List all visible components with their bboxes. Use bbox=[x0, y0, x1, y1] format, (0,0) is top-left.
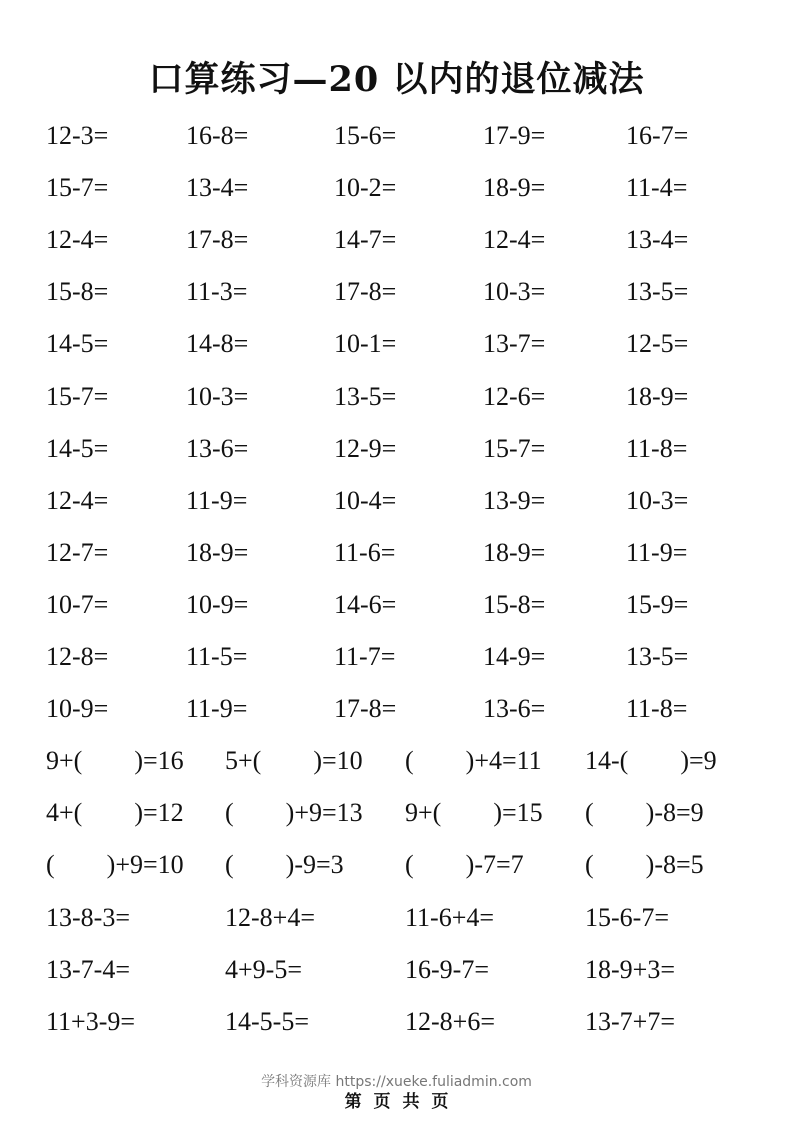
page-title: 口算练习—20 以内的退位减法 bbox=[148, 59, 645, 100]
subtraction-problem: 13-5= bbox=[626, 277, 689, 306]
subtraction-problem: 13-6= bbox=[483, 694, 546, 723]
mixed-operation-problem: 16-9-7= bbox=[405, 955, 489, 984]
subtraction-problem: 15-7= bbox=[46, 173, 109, 202]
subtraction-problem: 10-1= bbox=[334, 329, 397, 358]
subtraction-problem: 15-8= bbox=[46, 277, 109, 306]
subtraction-problem: 10-4= bbox=[334, 486, 397, 515]
subtraction-problem: 13-4= bbox=[186, 173, 249, 202]
subtraction-problem: 14-5= bbox=[46, 434, 109, 463]
mixed-operation-problem: 11-6+4= bbox=[405, 903, 495, 932]
fill-blank-problem: ( )-8=9 bbox=[585, 798, 704, 827]
subtraction-problem: 11-8= bbox=[626, 694, 688, 723]
fill-blank-problem: ( )-8=5 bbox=[585, 850, 704, 879]
subtraction-problem: 10-3= bbox=[186, 382, 249, 411]
subtraction-problem: 15-8= bbox=[483, 590, 546, 619]
fill-blank-problem: 4+( )=12 bbox=[46, 798, 184, 827]
fill-blank-problem: ( )+4=11 bbox=[405, 746, 542, 775]
fill-blank-problem: ( )-7=7 bbox=[405, 850, 524, 879]
subtraction-problem: 15-7= bbox=[483, 434, 546, 463]
mixed-operation-problem: 13-7+7= bbox=[585, 1007, 675, 1036]
subtraction-problem: 10-2= bbox=[334, 173, 397, 202]
fill-blank-problem: ( )+9=10 bbox=[46, 850, 184, 879]
subtraction-problem: 11-7= bbox=[334, 642, 396, 671]
subtraction-problem: 12-4= bbox=[46, 486, 109, 515]
subtraction-problem: 18-9= bbox=[483, 538, 546, 567]
subtraction-problem: 12-4= bbox=[46, 225, 109, 254]
subtraction-problem: 13-5= bbox=[626, 642, 689, 671]
fill-blank-problem: 5+( )=10 bbox=[225, 746, 363, 775]
subtraction-problem: 13-5= bbox=[334, 382, 397, 411]
subtraction-problem: 17-8= bbox=[186, 225, 249, 254]
fill-blank-problem: 9+( )=16 bbox=[46, 746, 184, 775]
subtraction-problem: 11-5= bbox=[186, 642, 248, 671]
subtraction-problem: 15-6= bbox=[334, 121, 397, 150]
subtraction-problem: 14-7= bbox=[334, 225, 397, 254]
mixed-operation-problem: 14-5-5= bbox=[225, 1007, 309, 1036]
mixed-operation-problem: 18-9+3= bbox=[585, 955, 675, 984]
subtraction-problem: 11-3= bbox=[186, 277, 248, 306]
subtraction-problem: 17-8= bbox=[334, 694, 397, 723]
mixed-operation-problem: 13-7-4= bbox=[46, 955, 130, 984]
subtraction-problem: 13-6= bbox=[186, 434, 249, 463]
mixed-operation-problem: 4+9-5= bbox=[225, 955, 302, 984]
subtraction-problem: 12-8= bbox=[46, 642, 109, 671]
fill-blank-problem: 9+( )=15 bbox=[405, 798, 543, 827]
subtraction-problem: 12-4= bbox=[483, 225, 546, 254]
footer-source: 学科资源库 https://xueke.fuliadmin.com bbox=[261, 1074, 532, 1090]
subtraction-problem: 16-8= bbox=[186, 121, 249, 150]
subtraction-problem: 10-9= bbox=[46, 694, 109, 723]
subtraction-problem: 13-4= bbox=[626, 225, 689, 254]
mixed-operation-problem: 11+3-9= bbox=[46, 1007, 136, 1036]
subtraction-problem: 14-9= bbox=[483, 642, 546, 671]
subtraction-problem: 11-9= bbox=[186, 694, 248, 723]
subtraction-problem: 12-7= bbox=[46, 538, 109, 567]
mixed-operation-problem: 15-6-7= bbox=[585, 903, 669, 932]
mixed-operation-problem: 12-8+4= bbox=[225, 903, 315, 932]
fill-blank-problem: 14-( )=9 bbox=[585, 746, 717, 775]
subtraction-problem: 11-4= bbox=[626, 173, 688, 202]
subtraction-problem: 10-3= bbox=[626, 486, 689, 515]
subtraction-problem: 18-9= bbox=[483, 173, 546, 202]
subtraction-problem: 12-6= bbox=[483, 382, 546, 411]
fill-blank-problem: ( )-9=3 bbox=[225, 850, 344, 879]
subtraction-problem: 15-9= bbox=[626, 590, 689, 619]
subtraction-problem: 12-3= bbox=[46, 121, 109, 150]
footer-page-number: 第 页 共 页 bbox=[344, 1092, 449, 1112]
subtraction-problem: 13-9= bbox=[483, 486, 546, 515]
subtraction-problem: 18-9= bbox=[626, 382, 689, 411]
subtraction-problem: 14-8= bbox=[186, 329, 249, 358]
subtraction-problem: 13-7= bbox=[483, 329, 546, 358]
subtraction-problem: 12-9= bbox=[334, 434, 397, 463]
subtraction-problem: 16-7= bbox=[626, 121, 689, 150]
subtraction-problem: 11-9= bbox=[186, 486, 248, 515]
subtraction-problem: 18-9= bbox=[186, 538, 249, 567]
mixed-operation-problem: 13-8-3= bbox=[46, 903, 130, 932]
subtraction-problem: 10-9= bbox=[186, 590, 249, 619]
subtraction-problem: 17-9= bbox=[483, 121, 546, 150]
subtraction-problem: 11-9= bbox=[626, 538, 688, 567]
subtraction-problem: 17-8= bbox=[334, 277, 397, 306]
subtraction-problem: 15-7= bbox=[46, 382, 109, 411]
subtraction-problem: 14-6= bbox=[334, 590, 397, 619]
subtraction-problem: 11-6= bbox=[334, 538, 396, 567]
fill-blank-problem: ( )+9=13 bbox=[225, 798, 363, 827]
subtraction-problem: 11-8= bbox=[626, 434, 688, 463]
mixed-operation-problem: 12-8+6= bbox=[405, 1007, 495, 1036]
subtraction-problem: 12-5= bbox=[626, 329, 689, 358]
subtraction-problem: 10-7= bbox=[46, 590, 109, 619]
subtraction-problem: 14-5= bbox=[46, 329, 109, 358]
subtraction-problem: 10-3= bbox=[483, 277, 546, 306]
